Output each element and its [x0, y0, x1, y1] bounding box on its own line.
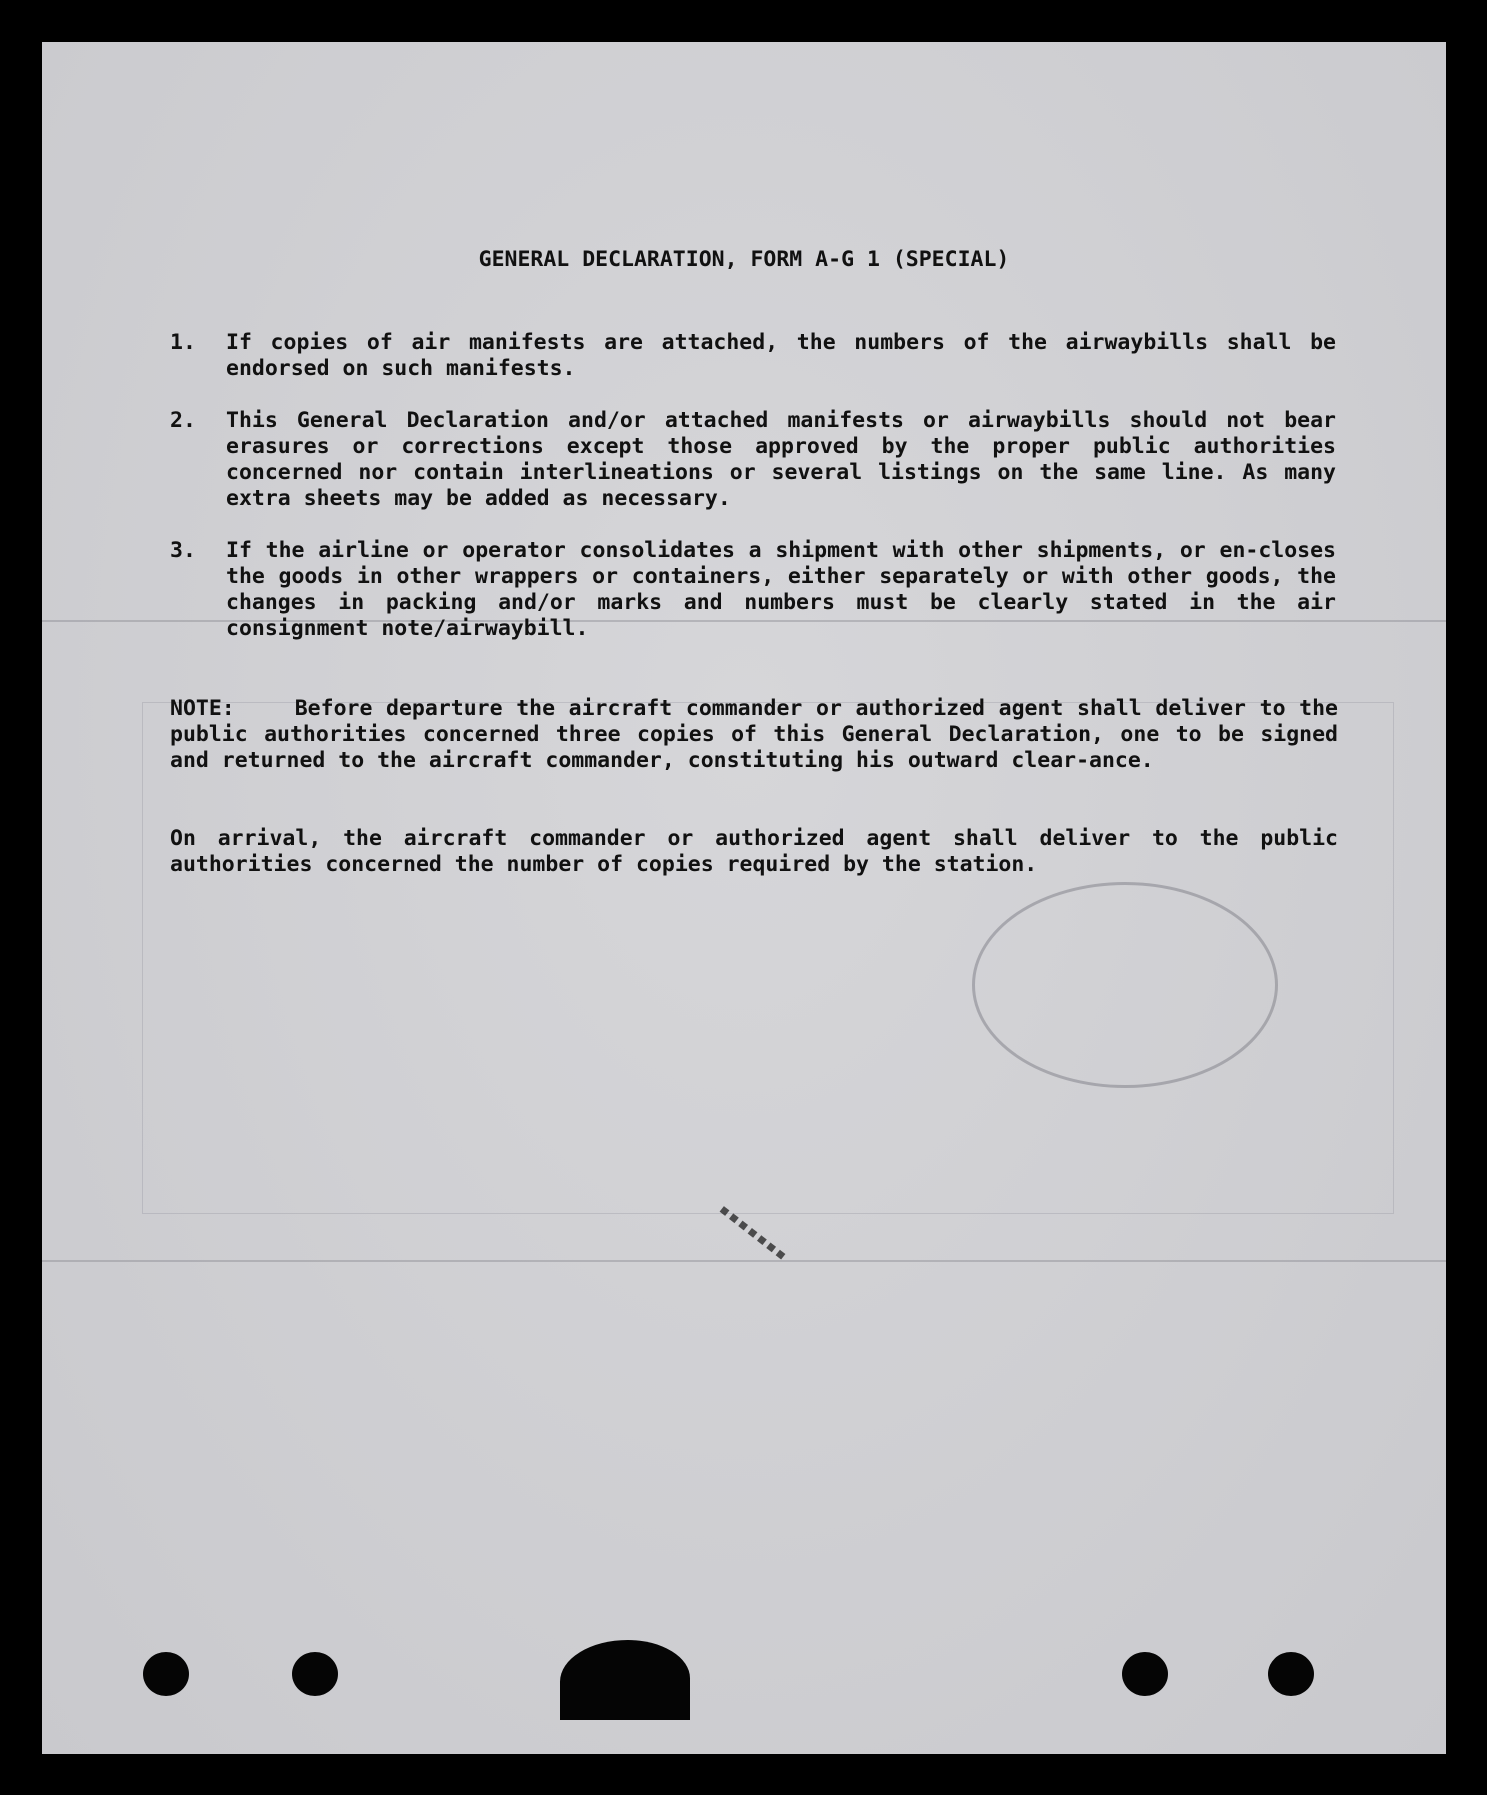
document-page — [42, 42, 1446, 1754]
note-label: NOTE: — [170, 696, 235, 721]
item-text: If copies of air manifests are attached, the numbers of the airwaybills shall be endorsed on such manifests. — [226, 330, 1336, 381]
faded-stamp — [972, 882, 1278, 1088]
item-number: 1. — [170, 330, 196, 355]
item-text: If the airline or operator consolidates a shipment with other shipments, or en-closes the goods in other wrappers or containers, either separately or with other goods, the changes in packing and/or marks and numbers must be clearly stated in the air consignment note/airwaybill. — [226, 538, 1336, 641]
punch-hole-4 — [1268, 1652, 1314, 1696]
punch-hole-1 — [143, 1652, 189, 1696]
note-paragraph — [170, 696, 1338, 774]
item-text: This General Declaration and/or attached manifests or airwaybills should not bear erasures or corrections except those approved by the proper public authorities concerned nor contain interlineations or several listings on the same line. As many extra sheets may be added as necessary. — [226, 408, 1336, 511]
form-title: GENERAL DECLARATION, FORM A-G 1 (SPECIAL) — [478, 247, 1010, 272]
item-number: 2. — [170, 408, 196, 433]
punch-hole-3 — [1122, 1652, 1168, 1696]
item-number: 3. — [170, 538, 196, 563]
arrival-paragraph: On arrival, the aircraft commander or authorized agent shall deliver to the public authorities concerned the number of copies required by the station. — [170, 826, 1338, 877]
punch-hole-2 — [292, 1652, 338, 1696]
fold-line-lower — [42, 1260, 1446, 1262]
rotated-stamp-mark: ▪▪▪▪▪▪▪ — [714, 1198, 793, 1267]
note-text: Before departure the aircraft commander or authorized agent shall deliver to the public authorities concerned three copies of this General Declaration, one to be signed and returned to the aircraft commander, constituting his outward clear-ance. — [170, 696, 1338, 773]
torn-edge — [560, 1640, 690, 1720]
